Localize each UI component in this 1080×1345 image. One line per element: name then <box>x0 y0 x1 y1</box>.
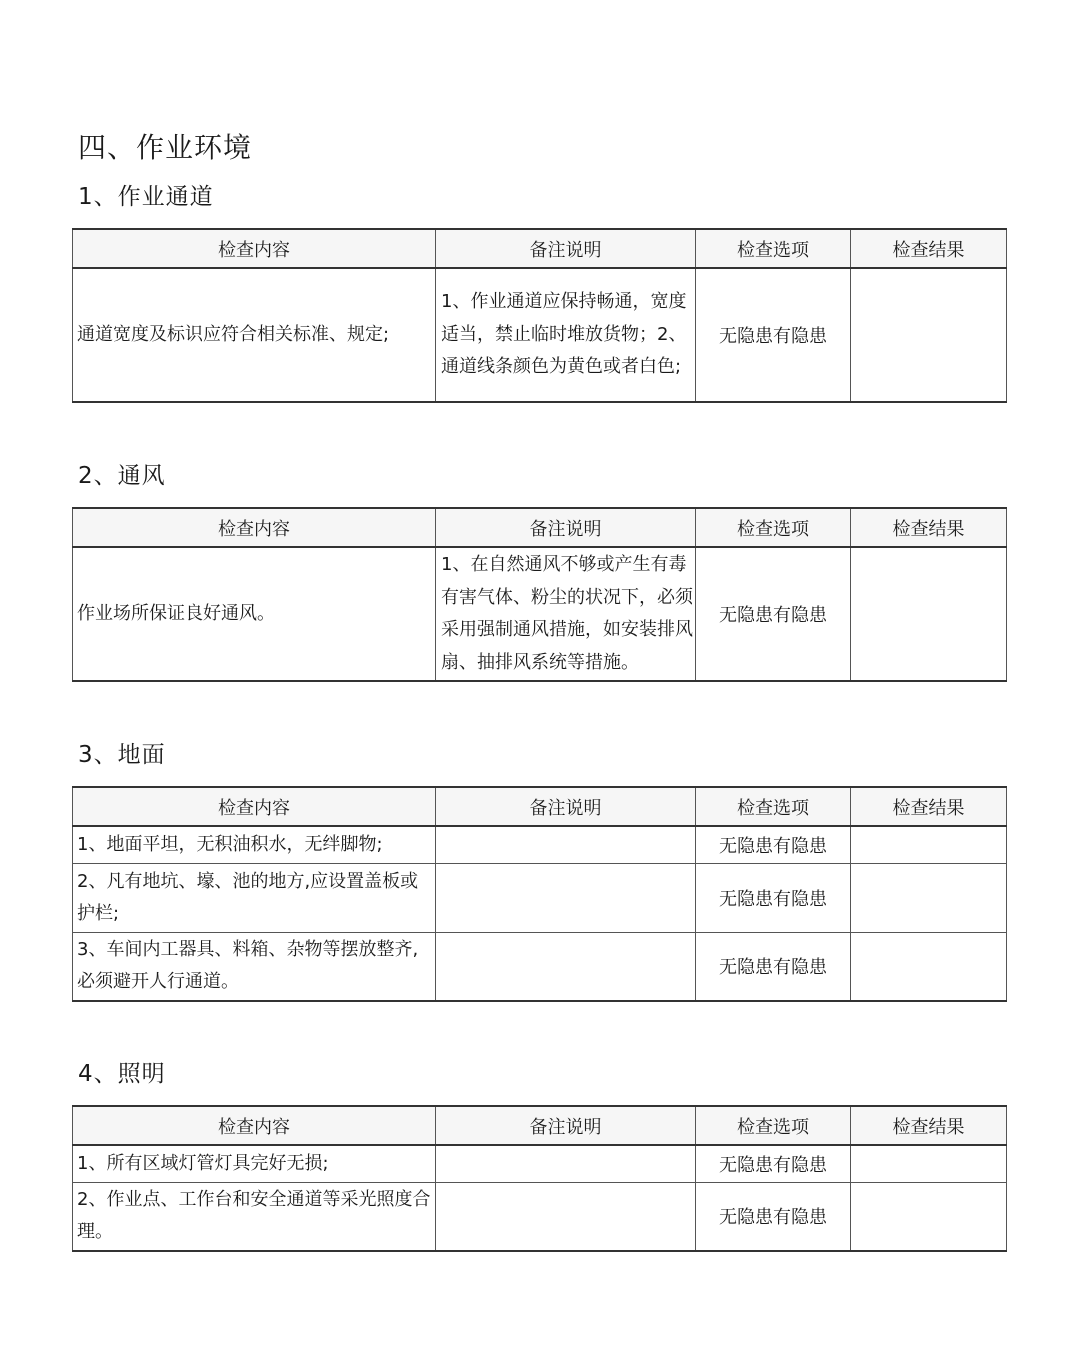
page-title: 四、作业环境 <box>78 131 253 164</box>
notes-cell <box>436 932 696 1001</box>
table-header-row <box>73 508 1007 547</box>
check-table-lighting <box>72 1105 1007 1252</box>
notes-cell <box>436 1145 696 1182</box>
notes-cell <box>436 826 696 863</box>
column-header-content: 检查内容 <box>73 1106 436 1145</box>
table-row <box>73 932 1007 1001</box>
check-table-floor <box>72 786 1007 1002</box>
check-option-cell[interactable]: 无隐患有隐患 <box>696 1145 851 1182</box>
notes-cell: 1、在自然通风不够或产生有毒有害气体、粉尘的状况下，必须采用强制通风措施，如安装排风扇、抽排风系统等措施。 <box>436 547 696 681</box>
table-row <box>73 268 1007 402</box>
column-header-result: 检查结果 <box>851 508 1007 547</box>
column-header-notes: 备注说明 <box>436 1106 696 1145</box>
check-result-cell[interactable] <box>851 268 1007 402</box>
column-header-notes: 备注说明 <box>436 229 696 268</box>
section-heading-lighting: 4、照明 <box>78 1061 166 1087</box>
check-table-passage <box>72 228 1007 403</box>
check-result-cell[interactable] <box>851 1145 1007 1182</box>
table-row <box>73 826 1007 863</box>
check-option-cell[interactable]: 无隐患有隐患 <box>696 932 851 1001</box>
section-heading-floor: 3、地面 <box>78 742 166 768</box>
column-header-result: 检查结果 <box>851 787 1007 826</box>
table-row <box>73 1182 1007 1251</box>
section-heading-ventilation: 2、通风 <box>78 463 166 489</box>
check-content-cell: 1、地面平坦，无积油积水，无绊脚物; <box>73 826 436 863</box>
table-header-row <box>73 1106 1007 1145</box>
check-content-cell: 作业场所保证良好通风。 <box>73 547 436 681</box>
check-option-cell[interactable]: 无隐患有隐患 <box>696 1182 851 1251</box>
check-content-cell: 3、车间内工器具、料箱、杂物等摆放整齐,必须避开人行通道。 <box>73 932 436 1001</box>
check-result-cell[interactable] <box>851 547 1007 681</box>
column-header-notes: 备注说明 <box>436 508 696 547</box>
column-header-option: 检查选项 <box>696 1106 851 1145</box>
check-option-cell[interactable]: 无隐患有隐患 <box>696 268 851 402</box>
table-header-row <box>73 787 1007 826</box>
check-content-cell: 2、凡有地坑、壕、池的地方,应设置盖板或护栏; <box>73 863 436 932</box>
notes-cell <box>436 1182 696 1251</box>
check-result-cell[interactable] <box>851 826 1007 863</box>
column-header-content: 检查内容 <box>73 787 436 826</box>
notes-cell <box>436 863 696 932</box>
check-table-ventilation <box>72 507 1007 682</box>
check-option-cell[interactable]: 无隐患有隐患 <box>696 826 851 863</box>
column-header-notes: 备注说明 <box>436 787 696 826</box>
table-row <box>73 863 1007 932</box>
column-header-option: 检查选项 <box>696 229 851 268</box>
check-content-cell: 通道宽度及标识应符合相关标准、规定; <box>73 268 436 402</box>
section-heading-passage: 1、作业通道 <box>78 184 214 210</box>
table-header-row <box>73 229 1007 268</box>
column-header-result: 检查结果 <box>851 1106 1007 1145</box>
check-result-cell[interactable] <box>851 932 1007 1001</box>
check-option-cell[interactable]: 无隐患有隐患 <box>696 863 851 932</box>
column-header-result: 检查结果 <box>851 229 1007 268</box>
check-option-cell[interactable]: 无隐患有隐患 <box>696 547 851 681</box>
check-result-cell[interactable] <box>851 863 1007 932</box>
table-row <box>73 1145 1007 1182</box>
column-header-option: 检查选项 <box>696 508 851 547</box>
table-row <box>73 547 1007 681</box>
notes-cell: 1、作业通道应保持畅通，宽度适当，禁止临时堆放货物；2、通道线条颜色为黄色或者白色; <box>436 268 696 402</box>
check-result-cell[interactable] <box>851 1182 1007 1251</box>
check-content-cell: 1、所有区域灯管灯具完好无损; <box>73 1145 436 1182</box>
column-header-content: 检查内容 <box>73 229 436 268</box>
column-header-option: 检查选项 <box>696 787 851 826</box>
check-content-cell: 2、作业点、工作台和安全通道等采光照度合理。 <box>73 1182 436 1251</box>
column-header-content: 检查内容 <box>73 508 436 547</box>
